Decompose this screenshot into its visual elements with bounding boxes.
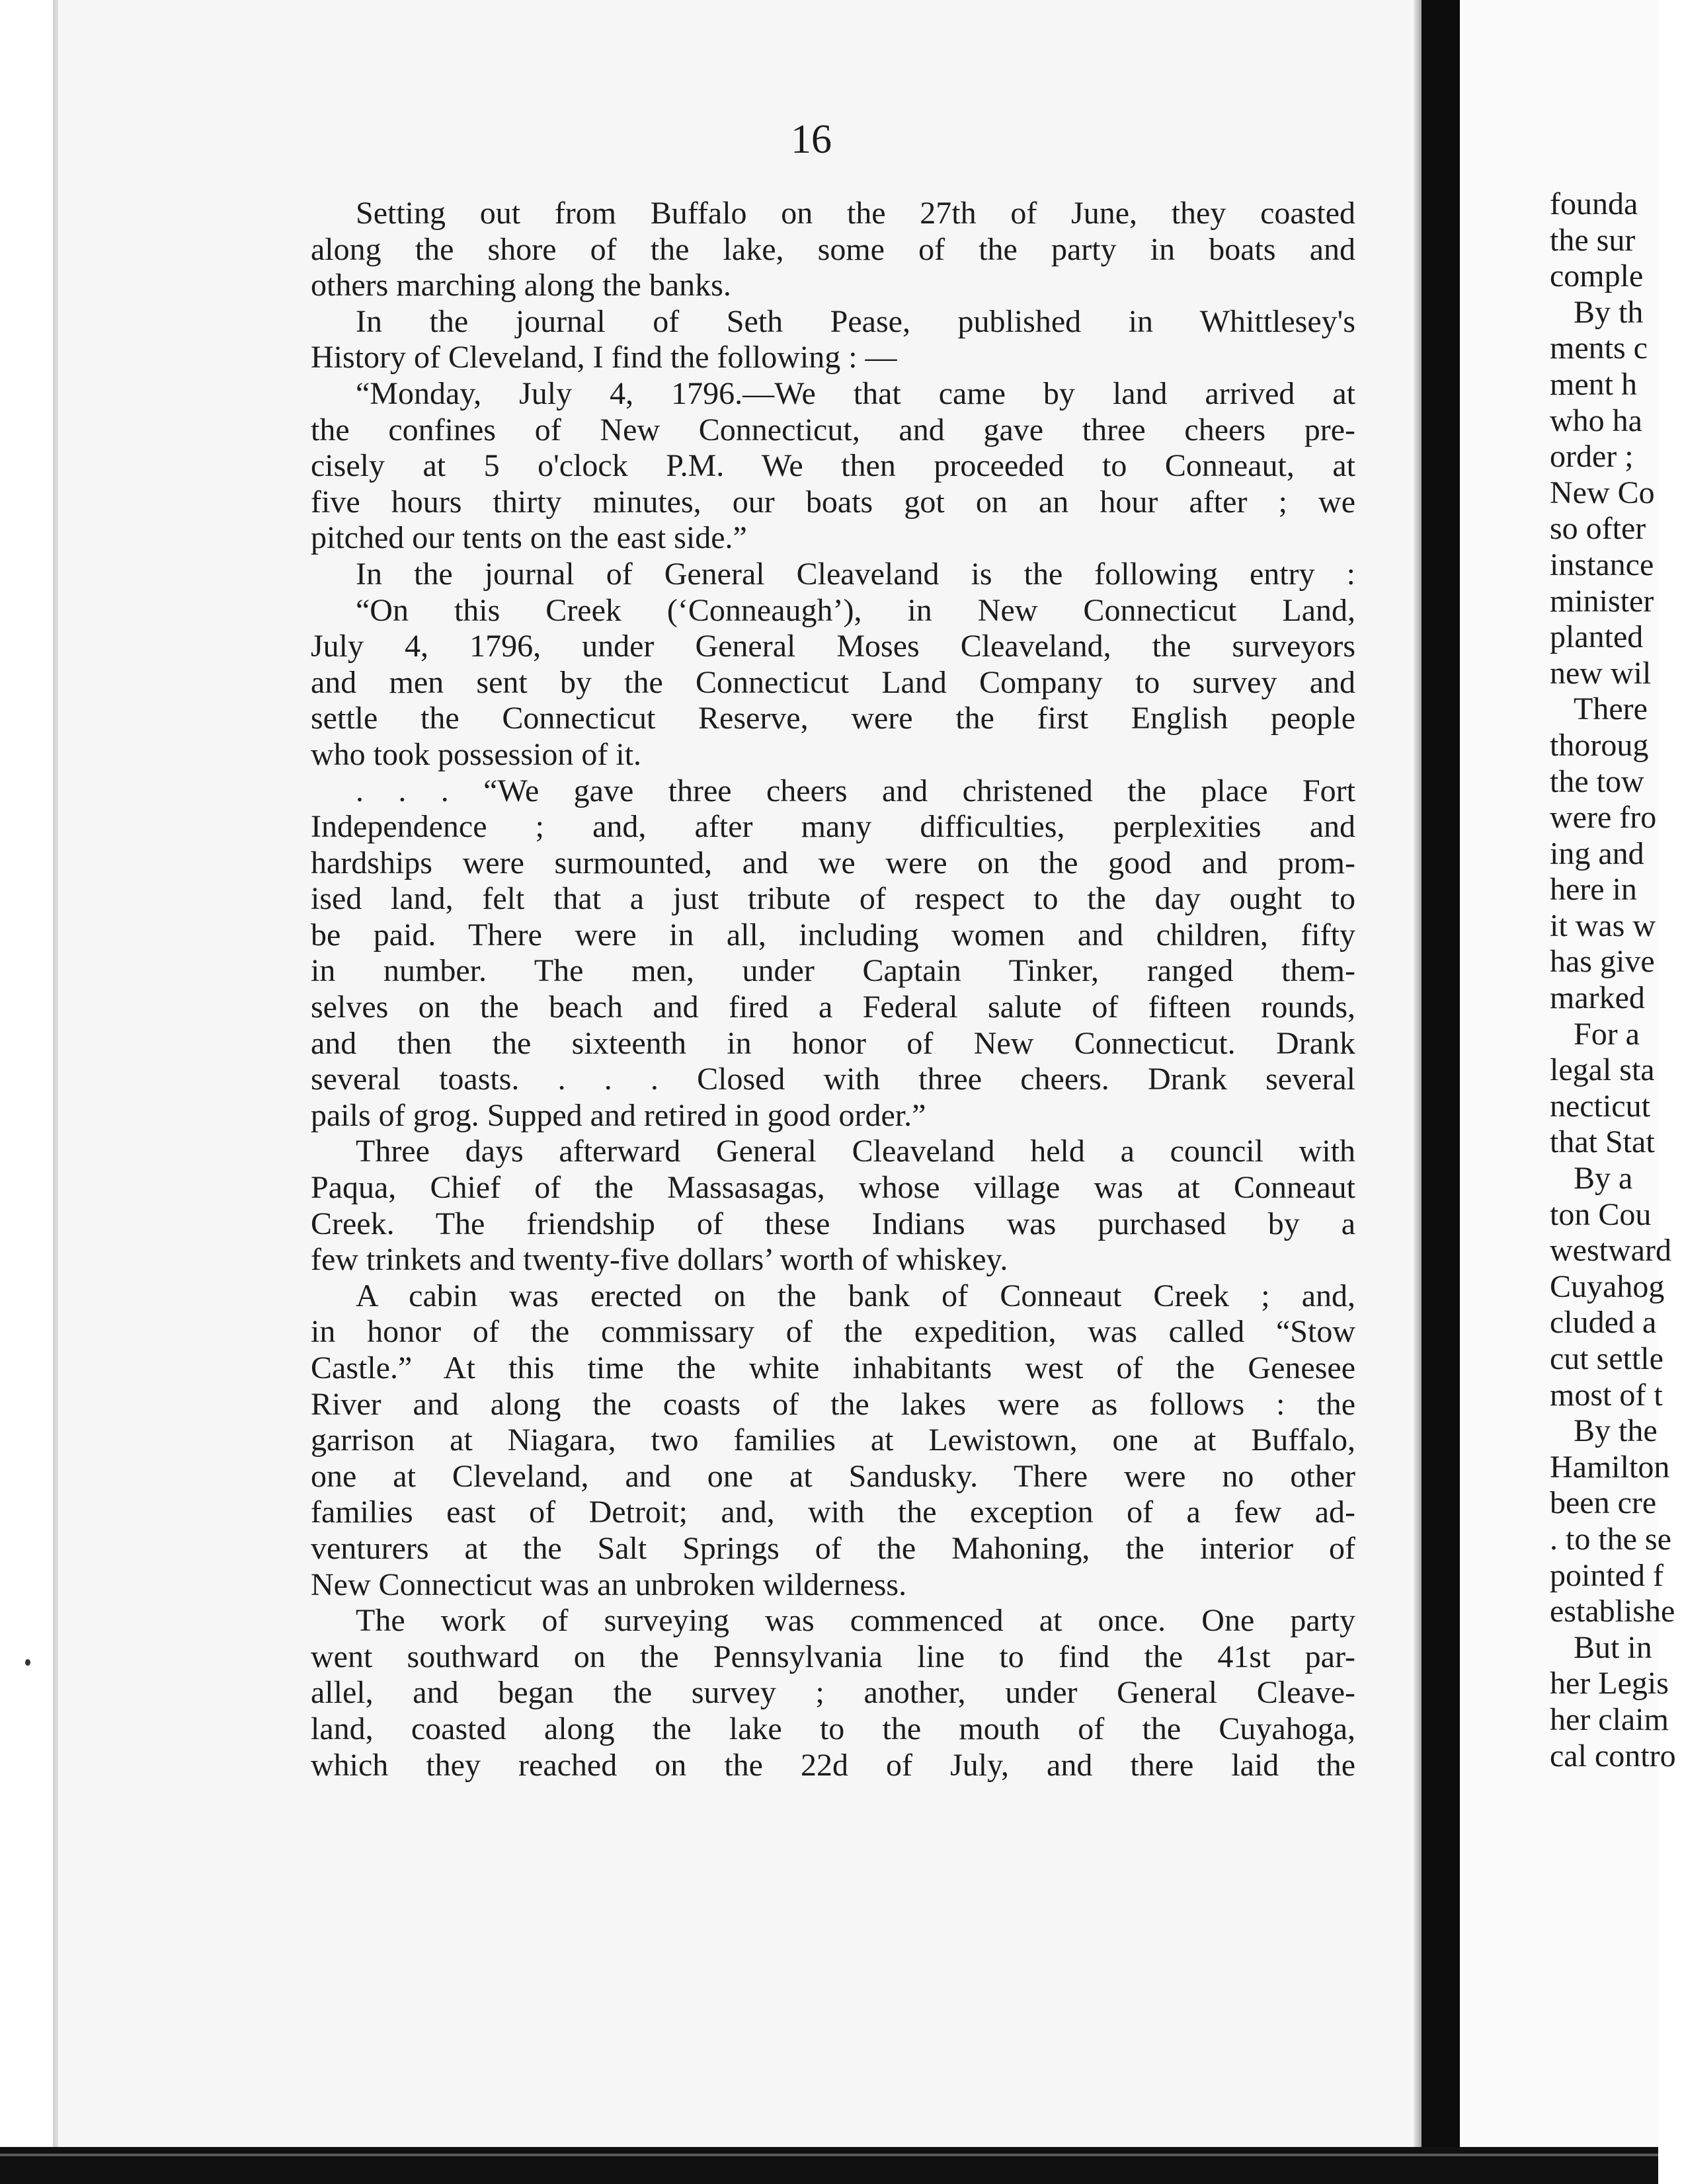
text-line: in honor of the commissary of the expedition, was called “Stow [311, 1314, 1355, 1350]
text-line: be paid. There were in all, including women and children, fifty [311, 917, 1355, 953]
right-page-text-line: ing and [1550, 836, 1644, 871]
text-line: In the journal of Seth Pease, published in Whittlesey's [356, 303, 1355, 339]
right-page-text-line: establishe [1550, 1594, 1675, 1629]
text-line: pails of grog. Supped and retired in good order.” [311, 1097, 926, 1133]
text-line: hardships were surmounted, and we were on the good and prom- [311, 845, 1355, 880]
text-line: cisely at 5 o'clock P.M. We then proceeded to Conneaut, at [311, 448, 1355, 484]
text-line: who took possession of it. [311, 736, 642, 772]
text-line: five hours thirty minutes, our boats got on an hour after ; we [311, 484, 1355, 520]
right-page-text-line: planted [1550, 619, 1644, 655]
text-line: few trinkets and twenty-five dollars’ worth of whiskey. [311, 1242, 1008, 1278]
text-line: Three days afterward General Cleaveland held a council with [356, 1134, 1355, 1169]
text-line: Paqua, Chief of the Massasagas, whose village was at Conneaut [311, 1170, 1355, 1206]
text-line: “On this Creek (‘Conneaugh’), in New Connecticut Land, [356, 592, 1355, 628]
right-page-text-line: who ha [1550, 403, 1642, 438]
text-line: July 4, 1796, under General Moses Cleaveland, the surveyors [311, 629, 1355, 664]
text-line: Castle.” At this time the white inhabitants west of the Genesee [311, 1350, 1355, 1385]
right-page-text-line: the sur [1550, 222, 1636, 258]
right-page-text-line: comple [1550, 258, 1644, 294]
text-line: History of Cleveland, I find the following : — [311, 340, 897, 375]
right-page-text-line: the tow [1550, 763, 1644, 799]
text-line: several toasts. . . . Closed with three cheers. Drank several [311, 1062, 1355, 1097]
left-page-body-text [311, 196, 1355, 1783]
right-page-text-line: her claim [1550, 1701, 1669, 1737]
right-page-text-line: minister [1550, 583, 1654, 619]
right-page-text-line: By the [1574, 1413, 1658, 1449]
right-page-text-line: legal sta [1550, 1052, 1655, 1088]
text-line: families east of Detroit; and, with the exception of a few ad- [311, 1495, 1355, 1530]
text-line: ised land, felt that a just tribute of respect to the day ought to [311, 881, 1355, 917]
right-page-text-line: For a [1574, 1016, 1640, 1052]
right-page-text-line: instance [1550, 547, 1654, 582]
text-line: Setting out from Buffalo on the 27th of June, they coasted [356, 196, 1355, 231]
right-page-text-line: most of t [1550, 1377, 1663, 1413]
right-page-text-line: so ofter [1550, 511, 1646, 547]
right-page-text-line: Cuyahog [1550, 1268, 1665, 1304]
right-page-text-line: cut settle [1550, 1341, 1663, 1376]
text-line: land, coasted along the lake to the mouth of the Cuyahoga, [311, 1711, 1355, 1746]
right-page-text-line: cal contro [1550, 1738, 1676, 1774]
right-page-text-line: been cre [1550, 1485, 1657, 1521]
right-page-text-line: westward [1550, 1233, 1671, 1268]
text-line: River and along the coasts of the lakes were as follows : the [311, 1386, 1355, 1422]
right-page-text-line: cluded a [1550, 1305, 1657, 1341]
text-line: selves on the beach and fired a Federal salute of fifteen rounds, [311, 990, 1355, 1025]
text-line: others marching along the banks. [311, 268, 731, 303]
right-page-text-line: New Co [1550, 475, 1655, 510]
text-line: in number. The men, under Captain Tinker, ranged them- [311, 953, 1355, 989]
right-page-text-line: pointed f [1550, 1557, 1663, 1593]
right-page-text-line: There [1574, 691, 1648, 727]
text-line: and then the sixteenth in honor of New Connecticut. Drank [311, 1025, 1355, 1061]
text-line: A cabin was erected on the bank of Conneaut Creek ; and, [356, 1278, 1355, 1313]
right-page-text-line: ton Cou [1550, 1196, 1652, 1232]
right-page-text-line: thoroug [1550, 727, 1649, 763]
text-line: along the shore of the lake, some of the party in boats and [311, 231, 1355, 267]
text-line: “Monday, July 4, 1796.—We that came by land arrived at [356, 375, 1355, 411]
right-page-text-line: necticut [1550, 1088, 1650, 1124]
right-page-text-line: Hamilton [1550, 1449, 1670, 1485]
text-line: New Connecticut was an unbroken wilderness. [311, 1567, 907, 1602]
right-page-text-line: her Legis [1550, 1666, 1669, 1701]
book-gutter [1422, 0, 1460, 2184]
page-number: 16 [791, 117, 832, 162]
text-line: allel, and began the survey ; another, under General Cleave- [311, 1675, 1355, 1711]
text-line: venturers at the Salt Springs of the Mahoning, the interior of [311, 1530, 1355, 1566]
text-line: the confines of New Connecticut, and gave three cheers pre- [311, 412, 1355, 448]
text-line: The work of surveying was commenced at once. One party [356, 1603, 1355, 1639]
right-page-cropped-text [1550, 186, 1682, 1774]
right-page-text-line: marked [1550, 980, 1645, 1016]
text-line: one at Cleveland, and one at Sandusky. There were no other [311, 1458, 1355, 1494]
text-line: garrison at Niagara, two families at Lewistown, one at Buffalo, [311, 1423, 1355, 1458]
right-page-text-line: . to the se [1550, 1521, 1671, 1557]
text-line: In the journal of General Cleaveland is the following entry : [356, 556, 1355, 592]
right-page-text-line: were fro [1550, 800, 1657, 836]
text-line: went southward on the Pennsylvania line to find the 41st par- [311, 1639, 1355, 1674]
right-page-text-line: By th [1574, 294, 1644, 330]
right-page-text-line: founda [1550, 186, 1638, 221]
right-page-text-line: it was w [1550, 908, 1656, 943]
right-page-text-line: ments c [1550, 331, 1648, 366]
text-line: Independence ; and, after many difficulties, perplexities and [311, 809, 1355, 845]
right-page-text-line: that Stat [1550, 1124, 1655, 1160]
text-line: and men sent by the Connecticut Land Company to survey and [311, 664, 1355, 700]
right-page-text-line: new wil [1550, 655, 1652, 691]
scan-speck [25, 1659, 30, 1666]
text-line: which they reached on the 22d of July, and there laid the [311, 1747, 1355, 1783]
right-page-text-line: here in [1550, 872, 1637, 908]
right-page-text-line: order ; [1550, 439, 1634, 475]
text-line: . . . “We gave three cheers and christened the place Fort [356, 773, 1355, 808]
text-line: pitched our tents on the east side.” [311, 520, 747, 556]
text-line: Creek. The friendship of these Indians was purchased by a [311, 1206, 1355, 1241]
right-page-text-line: has give [1550, 944, 1655, 980]
right-page-text-line: But in [1574, 1629, 1652, 1665]
right-page-text-line: ment h [1550, 366, 1637, 402]
scan-bottom-edge [0, 2147, 1658, 2184]
right-page-text-line: By a [1574, 1161, 1633, 1196]
text-line: settle the Connecticut Reserve, were the first English people [311, 701, 1355, 736]
